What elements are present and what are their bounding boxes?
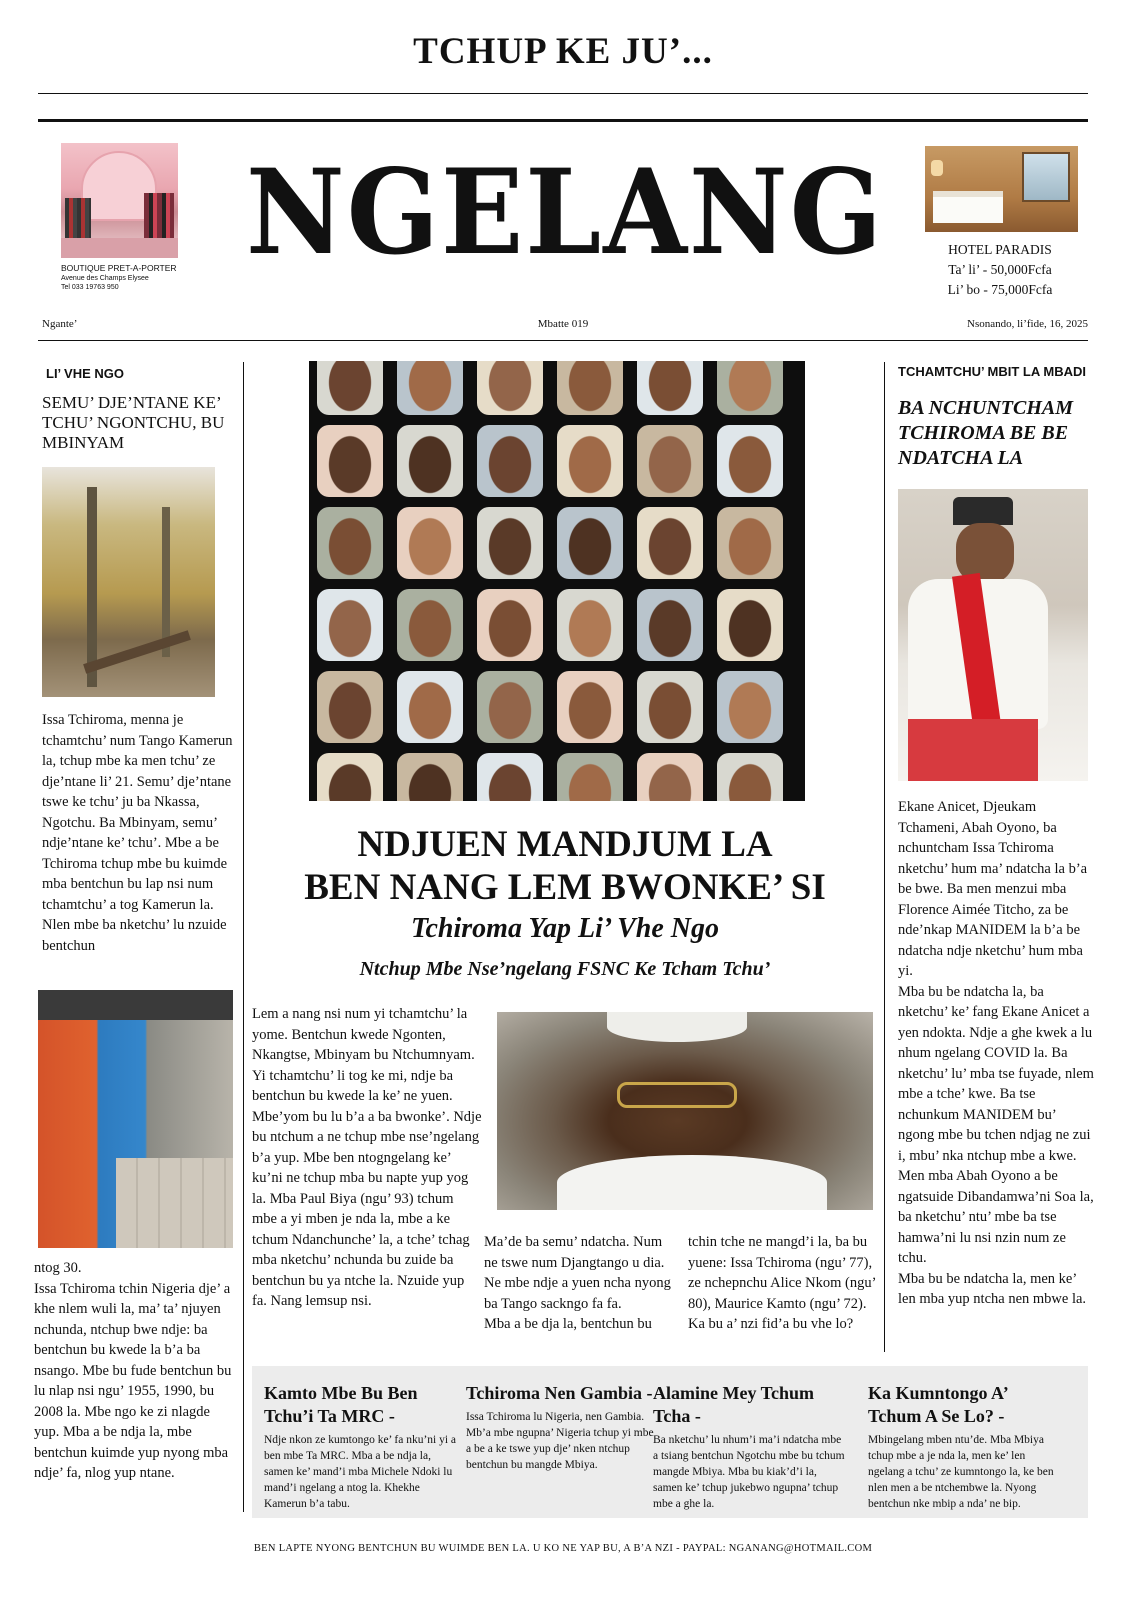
main-headline: NDJUEN MANDJUM LA BEN NANG LEM BWONKE’ SI (304, 824, 826, 908)
left-article-body-2: ntog 30. Issa Tchiroma tchin Nigeria dje’ a khe nlem wuli la, ma’ ta’ njuyen nchunda, ntchup bwe ndje: ba bentchun bu kwede la b’a ba nsango. Mbe bu fude bentchun bu lu nlap nsi ngu’ 1955, 1990, bu 2008 la. Mbe ngo ke zi nlagde yup. Mba a be ndja la, mbe bentchun kuimde yup nyong mba ndje’ fa, nlog yup ntane. (34, 1260, 232, 1481)
brief-item (868, 1382, 1063, 1512)
brief-item (466, 1382, 661, 1473)
face-thumbnail (557, 753, 623, 801)
boutique-address: Avenue des Champs Elysee (61, 275, 149, 282)
face-thumbnail (477, 589, 543, 661)
face-thumbnail (557, 425, 623, 497)
face-thumbnail (717, 361, 783, 415)
boutique-phone: Tel 033 19763 950 (61, 284, 119, 291)
face-thumbnail (637, 671, 703, 743)
meta-left: Ngante’ (42, 318, 78, 330)
face-thumbnail (557, 361, 623, 415)
face-thumbnail (637, 589, 703, 661)
right-headline: BA NCHUNTCHAM TCHIROMA BE BE NDATCHA LA (898, 397, 1074, 469)
boutique-photo (61, 143, 178, 258)
face-thumbnail (317, 589, 383, 661)
top-thick-rule (38, 119, 1088, 122)
main-article-col-2: Ma’de ba semu’ ndatcha. Num ne tswe num Djangtango u dia. Ne mbe ndje a yuen ncha nyong ba Tango sackngo fa fa. Mba a be dja la, bentchun bu (484, 1234, 671, 1332)
face-thumbnail (317, 425, 383, 497)
main-deck: Ntchup Mbe Nse’ngelang FSNC Ke Tcham Tchu’ (359, 958, 771, 980)
meta-center: Mbatte 019 (537, 318, 589, 330)
hotel-price-1: Ta’ li’ - 50,000Fcfa (948, 262, 1052, 277)
right-section-label: TCHAMTCHU’ MBIT LA MBADI (898, 364, 1086, 379)
face-thumbnail (477, 507, 543, 579)
briefs-box (252, 1366, 1088, 1518)
top-thin-rule (38, 93, 1088, 94)
meta-date: Nsonando, li’fide, 16, 2025 (967, 318, 1088, 330)
face-thumbnail (637, 507, 703, 579)
victims-photo-grid (309, 361, 805, 801)
face-thumbnail (717, 589, 783, 661)
supporter-photo (898, 489, 1088, 781)
face-thumbnail (637, 425, 703, 497)
face-thumbnail (717, 671, 783, 743)
face-thumbnail (397, 671, 463, 743)
right-article-body: Ekane Anicet, Djeukam Tchameni, Abah Oyono, ba nchuntcham Issa Tchiroma nketchu’ hum ma’ ndatcha la b’a be bwe. Ba men menzui mba Florence Aimée Titcho, za be nde’nkap MANIDEM la b’a be ndatcha ndje nketchu’ hum mba yi. Mba bu be ndatcha la, ba nketchu’ ke’ fang Ekane Anicet a yen ndokta. Ndje a ghe kwek a lu nhum ngelang COVID la. Ba nketchu’ lu’ mba tse fuyade, nlem mbe a tche’ kwe. Ba tse nchunkum MANIDEM bu’ ngong mbe bu tchen ndjag ne zui i, mbu’ nka ntchup mbe a kwe. Men mba Abah Oyono a be ngatsuide Dibandamwa’ni Soa la, ba nketchu’ ntu’ mbe ba tse hamwa’ni lu nsi nzin num ze tchu. Mba bu be ndatcha la, men ke’ len mba yup ntcha nen mbwe la. (898, 799, 1094, 1307)
brief-text: Ba nketchu’ lu nhum’i ma’i ndatcha mbe a tsiang bentchun Ngotchu mbe bu tchum mangde Mbiya. Mba bu kiak’d’i la, samen ke’ tchup jukebwo ngupna’ tchup mbe a ghe la. (653, 1434, 845, 1510)
boutique-ad (61, 263, 177, 292)
face-thumbnail (717, 425, 783, 497)
boutique-name: BOUTIQUE PRET-A-PORTER (61, 263, 177, 273)
face-thumbnail (557, 589, 623, 661)
face-thumbnail (397, 425, 463, 497)
face-thumbnail (637, 753, 703, 801)
left-article-body-1: Issa Tchiroma, menna je tchamtchu’ num Tango Kamerun la, tchup mbe ka men tchu’ ze dje’ntane li’ 21. Semu’ dje’ntane tswe ke tchu’ ju ba Nkassa, Ngotchu. Ba Mbinyam, semu’ ndje’ntane ke’ tchu’. Mbe a be Tchiroma tchup mbe bu kuimde mba bentchun bu lap nsi num tchamtchu’ a tog Kamerun la. Nlen mbe ba nketchu’ lu nzuide bentchun (42, 712, 233, 954)
main-article-col-3: tchin tche ne mangd’i la, ba bu yuene: Issa Tchiroma (ngu’ 77), ze nchepnchu Alice Nkom (ngu’ 80), Maurice Kamto (ngu’ 72). Ka bu a’ nzi fid’a bu vhe lo? (688, 1234, 876, 1332)
face-thumbnail (317, 361, 383, 415)
face-thumbnail (717, 753, 783, 801)
face-thumbnail (317, 753, 383, 801)
face-thumbnail (317, 671, 383, 743)
brief-title: Tchiroma Nen Gambia - (466, 1383, 653, 1403)
left-section-label: LI’ VHE NGO (46, 366, 125, 381)
brief-text: Issa Tchiroma lu Nigeria, nen Gambia. Mb’a mbe ngupna’ Nigeria tchup yi mbe a be a ke tswe yup dje’ nken ntchup bentchun bu mangde Mbiya. (466, 1411, 654, 1471)
face-thumbnail (637, 361, 703, 415)
main-subheadline: Tchiroma Yap Li’ Vhe Ngo (410, 913, 720, 944)
face-thumbnail (477, 425, 543, 497)
hotel-name: HOTEL PARADIS (948, 242, 1052, 257)
hotel-ad (920, 240, 1080, 300)
hotel-price-2: Li’ bo - 75,000Fcfa (947, 282, 1053, 297)
right-column-divider (884, 362, 885, 1352)
face-thumbnail (397, 507, 463, 579)
brief-item (264, 1382, 459, 1512)
left-column-divider (243, 362, 244, 1512)
top-title: TCHUP KE JU’... (413, 31, 713, 72)
main-article-col-1: Lem a nang nsi num yi tchamtchu’ la yome. Bentchun kwede Ngonten, Nkangtse, Mbinyam bu Ntchumnyam. Yi tchamtchu’ li tog ke mi, ndje ba bentchun bu kwede la ke’ ne yuen. Mbe’yom bu lu b’a a ba bwonke’. Ndje bu ntchum a ne tchup mbe nse’ngelang b’a yup. Mbe ben ntogngelang ke’ ku’ni ne tchup mba bu napte yup yog la. Mba Paul Biya (ngu’ 93) tchum mbe a yi mben je nda la, mbe a ke tchum Ndanchunche’ la, a tche’ tchag mba nketchu’ nchunda bu zuide ba bentchun bu ya ntche la. Nzuide yup fa. Nang lemsup nsi. (252, 1006, 482, 1309)
face-thumbnail (477, 671, 543, 743)
meta-rule (38, 340, 1088, 341)
left-headline: SEMU’ DJE’NTANE KE’ TCHU’ NGONTCHU, BU MBINYAM (42, 393, 225, 452)
face-thumbnail (317, 507, 383, 579)
brief-text: Mbingelang mben ntu’de. Mba Mbiya tchup mbe a je nda la, men ke’ len ngelang a tchu’ ze kumntongo la, ke ben nlen men a be ntchembwe la. Nyong bentchun nke mbip a nda’ ne bip. (868, 1434, 1054, 1510)
face-thumbnail (477, 753, 543, 801)
face-thumbnail (557, 507, 623, 579)
market-photo-2 (38, 990, 233, 1248)
brief-text: Ndje nkon ze kumtongo ke’ fa nku’ni yi a ben mbe Ta MRC. Mba a be ndja la, samen ke’ mand’i mba Michele Ndoki lu mand’i ngelang a ntog la. Khekhe Kamerun b’a tabu. (264, 1434, 457, 1510)
brief-item (653, 1382, 848, 1512)
footer-note: BEN LAPTE NYONG BENTCHUN BU WUIMDE BEN LA. U KO NE YAP BU, A B’A NZI - PAYPAL: NGANANG@HOTMAIL.COM (253, 1543, 873, 1554)
face-thumbnail (397, 589, 463, 661)
face-thumbnail (557, 671, 623, 743)
face-thumbnail (397, 753, 463, 801)
market-photo-1 (42, 467, 215, 697)
brief-title: Kamto Mbe Bu Ben Tchu’i Ta MRC - (264, 1383, 418, 1426)
face-thumbnail (717, 507, 783, 579)
face-thumbnail (397, 361, 463, 415)
face-thumbnail (477, 361, 543, 415)
brief-title: Alamine Mey Tchum Tcha - (653, 1383, 815, 1426)
masthead: NGELANG (246, 144, 884, 282)
hotel-photo (925, 146, 1078, 232)
tchiroma-portrait (497, 1012, 873, 1210)
brief-title: Ka Kumntongo A’ Tchum A Se Lo? - (868, 1383, 1008, 1426)
